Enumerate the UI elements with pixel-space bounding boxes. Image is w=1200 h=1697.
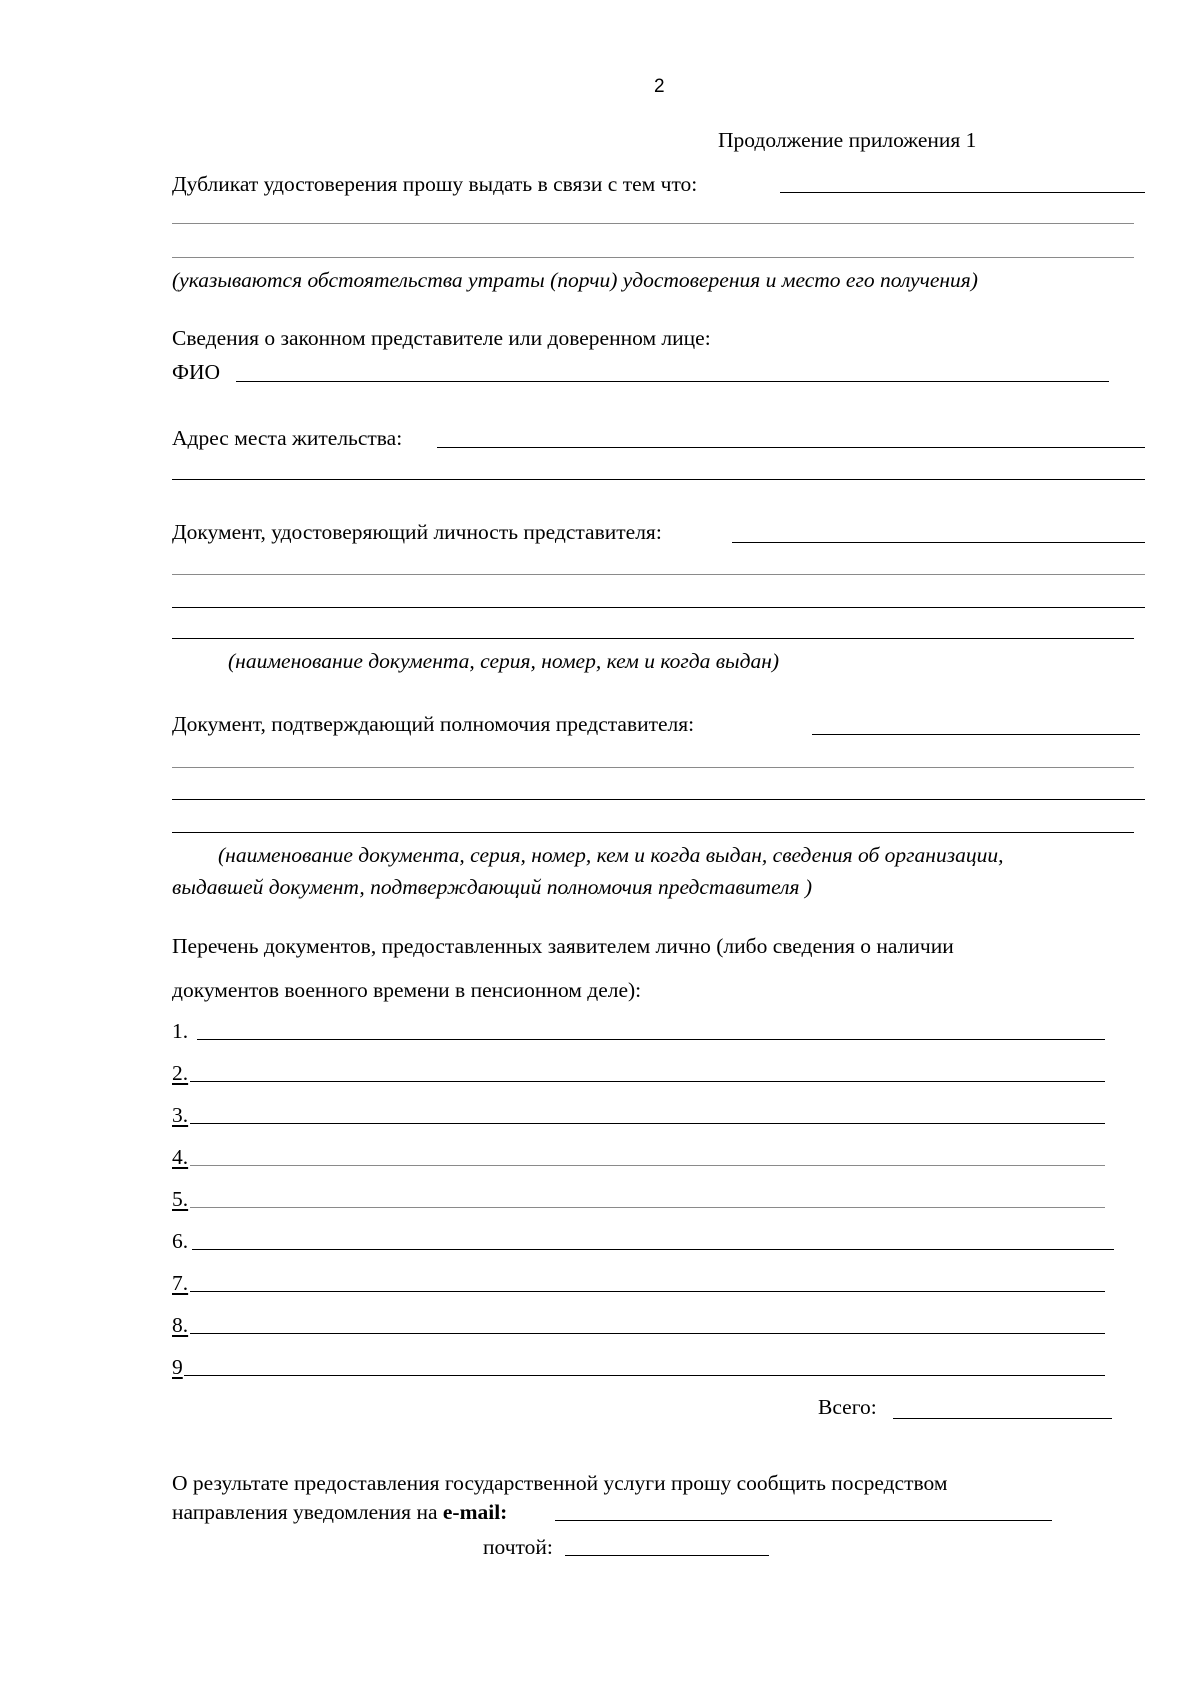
address-field[interactable] xyxy=(437,447,1145,448)
duplicate-reason-line-2[interactable] xyxy=(172,223,1134,224)
duplicate-reason-note: (указываются обстоятельства утраты (порчи) удостоверения и место его получения) xyxy=(172,268,978,292)
notification-line-2-prefix: направления уведомления на xyxy=(172,1500,438,1524)
documents-heading-line-1: Перечень документов, предоставленных заявителем лично (либо сведения о наличии xyxy=(172,934,954,958)
document-item-number: 1. xyxy=(172,1019,189,1043)
fio-label: ФИО xyxy=(172,360,221,384)
document-item-field[interactable] xyxy=(190,1081,1105,1082)
notification-line-1: О результате предоставления государственной услуги прошу сообщить посредством xyxy=(172,1471,948,1495)
id-document-line-3[interactable] xyxy=(172,607,1145,608)
email-label: e-mail: xyxy=(442,1500,508,1524)
document-item-field[interactable] xyxy=(190,1333,1105,1334)
authority-document-note-line-2: выдавшей документ, подтверждающий полномочия представителя ) xyxy=(172,875,812,899)
document-item-number: 4. xyxy=(172,1145,189,1169)
duplicate-reason-line-3[interactable] xyxy=(172,257,1134,258)
id-document-line-2[interactable] xyxy=(172,574,1145,575)
document-item-number: 9 xyxy=(172,1355,183,1379)
document-item-number: 8. xyxy=(172,1313,189,1337)
email-field[interactable] xyxy=(555,1520,1052,1521)
id-document-label: Документ, удостоверяющий личность представителя: xyxy=(172,520,662,544)
duplicate-reason-label: Дубликат удостоверения прошу выдать в связи с тем что: xyxy=(172,172,698,196)
authority-document-note-line-1: (наименование документа, серия, номер, кем и когда выдан, сведения об организации, xyxy=(218,843,1004,867)
document-item-field[interactable] xyxy=(192,1249,1114,1250)
continuation-heading: Продолжение приложения 1 xyxy=(718,128,977,152)
duplicate-reason-field[interactable] xyxy=(780,192,1145,193)
authority-document-line-3[interactable] xyxy=(172,799,1145,800)
document-item-field[interactable] xyxy=(190,1165,1105,1166)
address-line-2[interactable] xyxy=(172,479,1145,480)
post-field[interactable] xyxy=(565,1555,769,1556)
document-item-number: 7. xyxy=(172,1271,189,1295)
document-item-number: 6. xyxy=(172,1229,189,1253)
authority-document-field[interactable] xyxy=(812,734,1140,735)
fio-field[interactable] xyxy=(236,381,1109,382)
document-item-field[interactable] xyxy=(190,1123,1105,1124)
authority-document-label: Документ, подтверждающий полномочия представителя: xyxy=(172,712,695,736)
documents-heading-line-2: документов военного времени в пенсионном деле): xyxy=(172,978,642,1002)
post-label: почтой: xyxy=(483,1535,553,1559)
total-label: Всего: xyxy=(818,1395,877,1419)
id-document-line-4[interactable] xyxy=(172,638,1134,639)
document-item-field[interactable] xyxy=(184,1375,1105,1376)
id-document-field[interactable] xyxy=(732,542,1145,543)
total-field[interactable] xyxy=(893,1418,1112,1419)
notification-line-2 xyxy=(172,1502,507,1524)
id-document-note: (наименование документа, серия, номер, кем и когда выдан) xyxy=(228,649,780,673)
document-item-field[interactable] xyxy=(197,1039,1105,1040)
document-item-number: 2. xyxy=(172,1061,189,1085)
document-item-field[interactable] xyxy=(190,1207,1105,1208)
page-number: 2 xyxy=(654,76,665,97)
document-item-number: 5. xyxy=(172,1187,189,1211)
document-item-field[interactable] xyxy=(190,1291,1105,1292)
authority-document-line-2[interactable] xyxy=(172,767,1134,768)
authority-document-line-4[interactable] xyxy=(172,832,1134,833)
document-item-number: 3. xyxy=(172,1103,189,1127)
address-label: Адрес места жительства: xyxy=(172,426,403,450)
representative-heading: Сведения о законном представителе или доверенном лице: xyxy=(172,326,711,350)
